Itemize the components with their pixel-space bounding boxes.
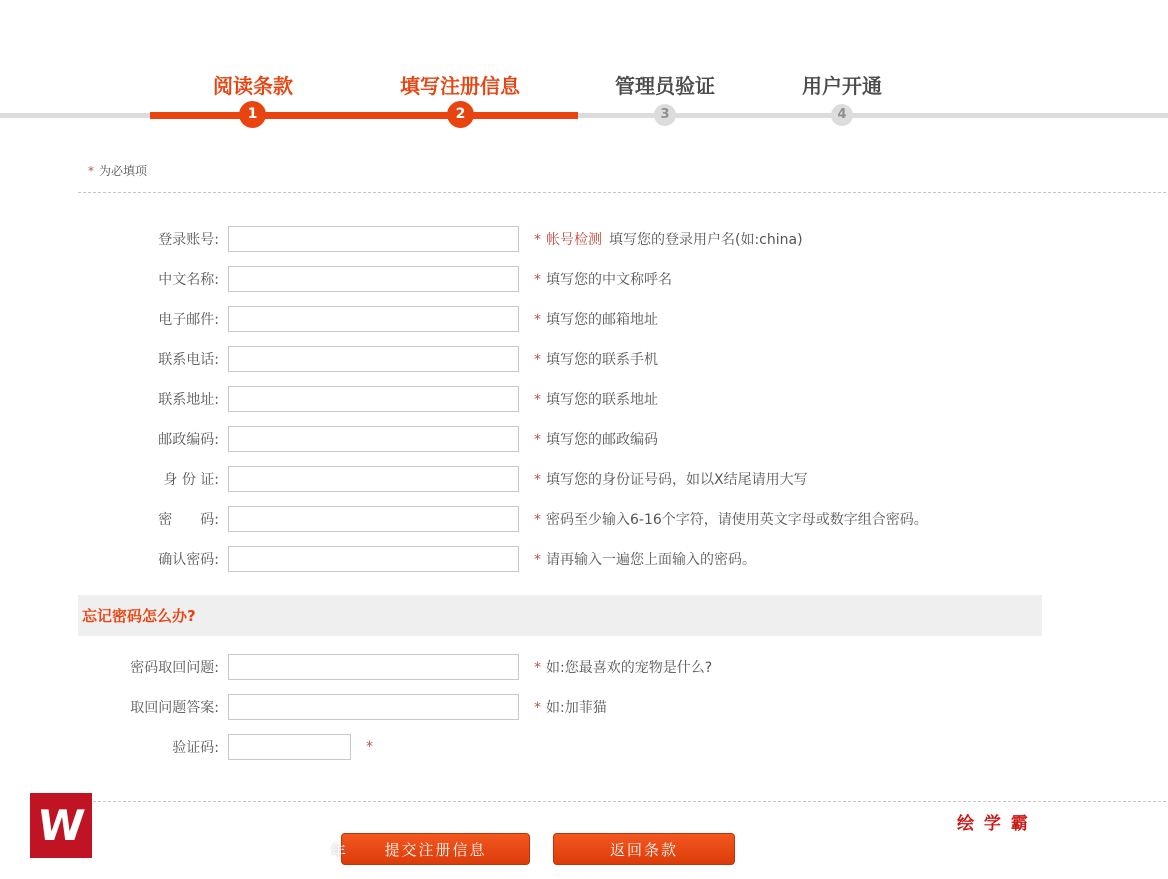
- field-hint: [534, 229, 803, 249]
- hint-text: 请再输入一遍您上面输入的密码。: [546, 552, 756, 568]
- required-asterisk: *: [534, 392, 541, 408]
- field-hint: [534, 469, 808, 489]
- step-circle-1: 1: [239, 101, 266, 128]
- hint-text: 密码至少输入6-16个字符，请使用英文字母或数字组合密码。: [546, 512, 928, 528]
- hint-text: 填写您的邮箱地址: [546, 312, 658, 328]
- form-row: [78, 466, 928, 492]
- required-asterisk: *: [366, 739, 373, 755]
- field-label: 密 码:: [158, 512, 219, 528]
- forgot-password-section-header: [78, 595, 1042, 636]
- form-row: [78, 734, 712, 760]
- stepper-progress: [150, 112, 578, 119]
- form-row: [78, 386, 928, 412]
- required-asterisk: *: [534, 472, 541, 488]
- step-label-user-activate: 用户开通: [802, 74, 882, 98]
- hint-text: 填写您的联系手机: [546, 352, 658, 368]
- field-hint: [366, 739, 378, 755]
- hint-text: 如:您最喜欢的宠物是什么?: [546, 660, 713, 676]
- field-label: 验证码:: [172, 740, 219, 756]
- field-hint: [534, 269, 672, 289]
- logo-w-icon: W: [35, 800, 87, 850]
- field-hint: [534, 697, 607, 717]
- field-label: 确认密码:: [158, 552, 219, 568]
- required-asterisk: *: [534, 552, 541, 568]
- contact-phone-input[interactable]: [228, 346, 519, 372]
- form-row: [78, 346, 928, 372]
- registration-form: [78, 226, 928, 586]
- field-hint: [534, 549, 756, 569]
- id-card-input[interactable]: [228, 466, 519, 492]
- captcha-input[interactable]: [228, 734, 351, 760]
- hint-text: 填写您的登录用户名(如:china): [609, 232, 803, 248]
- top-dashed-divider: [78, 192, 1166, 193]
- retrieve-question-input[interactable]: [228, 654, 519, 680]
- form-actions: [341, 833, 735, 865]
- required-asterisk: *: [534, 272, 541, 288]
- field-hint: [534, 309, 658, 329]
- form-row: [78, 654, 712, 680]
- field-label: 联系地址:: [158, 392, 219, 408]
- form-row: [78, 506, 928, 532]
- email-input[interactable]: [228, 306, 519, 332]
- hint-text: 如:加菲猫: [546, 700, 607, 716]
- field-hint: [534, 389, 658, 409]
- required-asterisk: *: [534, 432, 541, 448]
- form-row: [78, 426, 928, 452]
- field-hint: [534, 509, 928, 529]
- required-asterisk: *: [534, 312, 541, 328]
- required-asterisk: *: [534, 352, 541, 368]
- retrieve-answer-input[interactable]: [228, 694, 519, 720]
- required-asterisk: *: [534, 232, 541, 248]
- required-asterisk: *: [534, 512, 541, 528]
- required-asterisk: *: [534, 700, 541, 716]
- field-hint: [534, 349, 658, 369]
- step-label-read-terms: 阅读条款: [213, 74, 293, 98]
- step-label-fill-info: 填写注册信息: [400, 74, 520, 98]
- stray-year-watermark: 年: [330, 842, 347, 861]
- brand-watermark: 绘 学 霸: [957, 814, 1030, 834]
- login-account-input[interactable]: [228, 226, 519, 252]
- bottom-dashed-divider: [78, 801, 1166, 802]
- field-label: 取回问题答案:: [130, 700, 219, 716]
- hint-text: 填写您的邮政编码: [546, 432, 658, 448]
- field-label: 电子邮件:: [158, 312, 219, 328]
- required-note-text: 为必填项: [99, 164, 148, 178]
- field-hint: [534, 429, 658, 449]
- confirm-password-input[interactable]: [228, 546, 519, 572]
- back-to-terms-button[interactable]: 返回条款: [553, 833, 735, 865]
- submit-registration-button[interactable]: 提交注册信息: [341, 833, 530, 865]
- form-row: [78, 694, 712, 720]
- field-label: 联系电话:: [158, 352, 219, 368]
- contact-address-input[interactable]: [228, 386, 519, 412]
- hint-text: 填写您的身份证号码，如以X结尾请用大写: [546, 472, 808, 488]
- forgot-password-form: [78, 654, 712, 774]
- field-label: 身 份 证:: [163, 472, 219, 488]
- account-check-link[interactable]: 帐号检测: [546, 232, 602, 248]
- field-label: 中文名称:: [158, 272, 219, 288]
- form-row: [78, 306, 928, 332]
- chinese-name-input[interactable]: [228, 266, 519, 292]
- form-row: [78, 546, 928, 572]
- form-row: [78, 266, 928, 292]
- form-row: [78, 226, 928, 252]
- forgot-password-title: 忘记密码怎么办?: [82, 607, 196, 625]
- step-circle-2: 2: [447, 101, 474, 128]
- required-asterisk: *: [534, 660, 541, 676]
- required-asterisk: *: [88, 164, 94, 178]
- field-label: 密码取回问题:: [130, 660, 219, 676]
- field-label: 邮政编码:: [158, 432, 219, 448]
- required-fields-note: [88, 162, 147, 179]
- field-hint: [534, 657, 712, 677]
- site-logo: [30, 793, 92, 858]
- step-label-admin-verify: 管理员验证: [615, 74, 715, 98]
- hint-text: 填写您的联系地址: [546, 392, 658, 408]
- step-circle-4: 4: [831, 104, 853, 126]
- postal-code-input[interactable]: [228, 426, 519, 452]
- step-circle-3: 3: [654, 104, 676, 126]
- hint-text: 填写您的中文称呼名: [546, 272, 672, 288]
- field-label: 登录账号:: [158, 232, 219, 248]
- password-input[interactable]: [228, 506, 519, 532]
